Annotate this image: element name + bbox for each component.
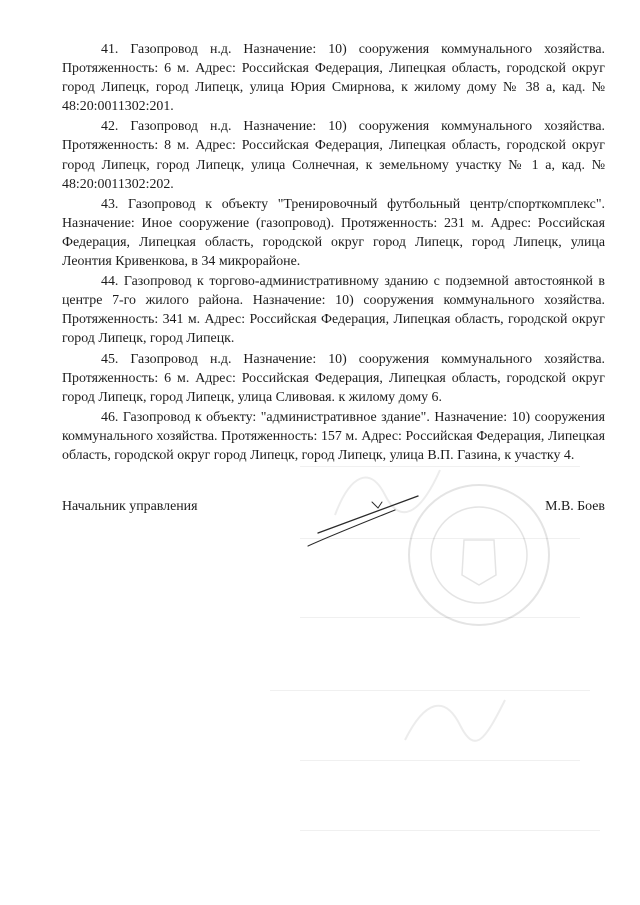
- list-item: 41. Газопровод н.д. Назначение: 10) сооружения коммунального хозяйства. Протяженность: 6 м. Адрес: Российская Федерация, Липецкая область, городской округ город Липецк, город Липецк, улица Юрия Смирнова, к жилому дому № 38 а, кад. № 48:20:0011302:201.: [62, 42, 605, 115]
- bleed-through-line: [300, 760, 580, 761]
- list-item: 43. Газопровод к объекту "Тренировочный футбольный центр/спорткомплекс". Назначение: Иное сооружение (газопровод). Протяженность: 231 м. Адрес: Российская Федерация, Липецкая область, городской округ город Липецк, город Липецк, улица Леонтия Кривенкова, в 34 микрорайоне.: [62, 196, 605, 270]
- signatory-title: Начальник управления: [62, 499, 198, 514]
- handwritten-signature: [300, 488, 440, 558]
- bleed-through-signature: [400, 690, 510, 750]
- list-item: 46. Газопровод к объекту: "административное здание". Назначение: 10) сооружения коммунального хозяйства. Протяженность: 157 м. Адрес: Российская Федерация, Липецкая область, городской округ город Липецк, город Липецк, улица В.П. Газина, к участку 4.: [62, 409, 605, 463]
- bleed-through-line: [300, 830, 600, 831]
- list-item: 44. Газопровод к торгово-административному зданию с подземной автостоянкой в центре 7-го жилого района. Назначение: 10) сооружения коммунального хозяйства. Протяженность: 341 м. Адрес: Российская Федерация, Липецкая область, городской округ город Липецк, город Липецк.: [62, 274, 605, 347]
- signatory-name: М.В. Боев: [545, 499, 605, 514]
- list-item: 42. Газопровод н.д. Назначение: 10) сооружения коммунального хозяйства. Протяженность: 8 м. Адрес: Российская Федерация, Липецкая область, городской округ город Липецк, город Липецк, улица Солнечная, к земельному участку № 1 а, кад. № 48:20:0011302:202.: [62, 119, 605, 192]
- item-list: [62, 40, 605, 466]
- list-item: 45. Газопровод н.д. Назначение: 10) сооружения коммунального хозяйства. Протяженность: 6 м. Адрес: Российская Федерация, Липецкая область, городской округ город Липецк, город Липецк, улица Сливовая. к жилому дому 6.: [62, 351, 605, 405]
